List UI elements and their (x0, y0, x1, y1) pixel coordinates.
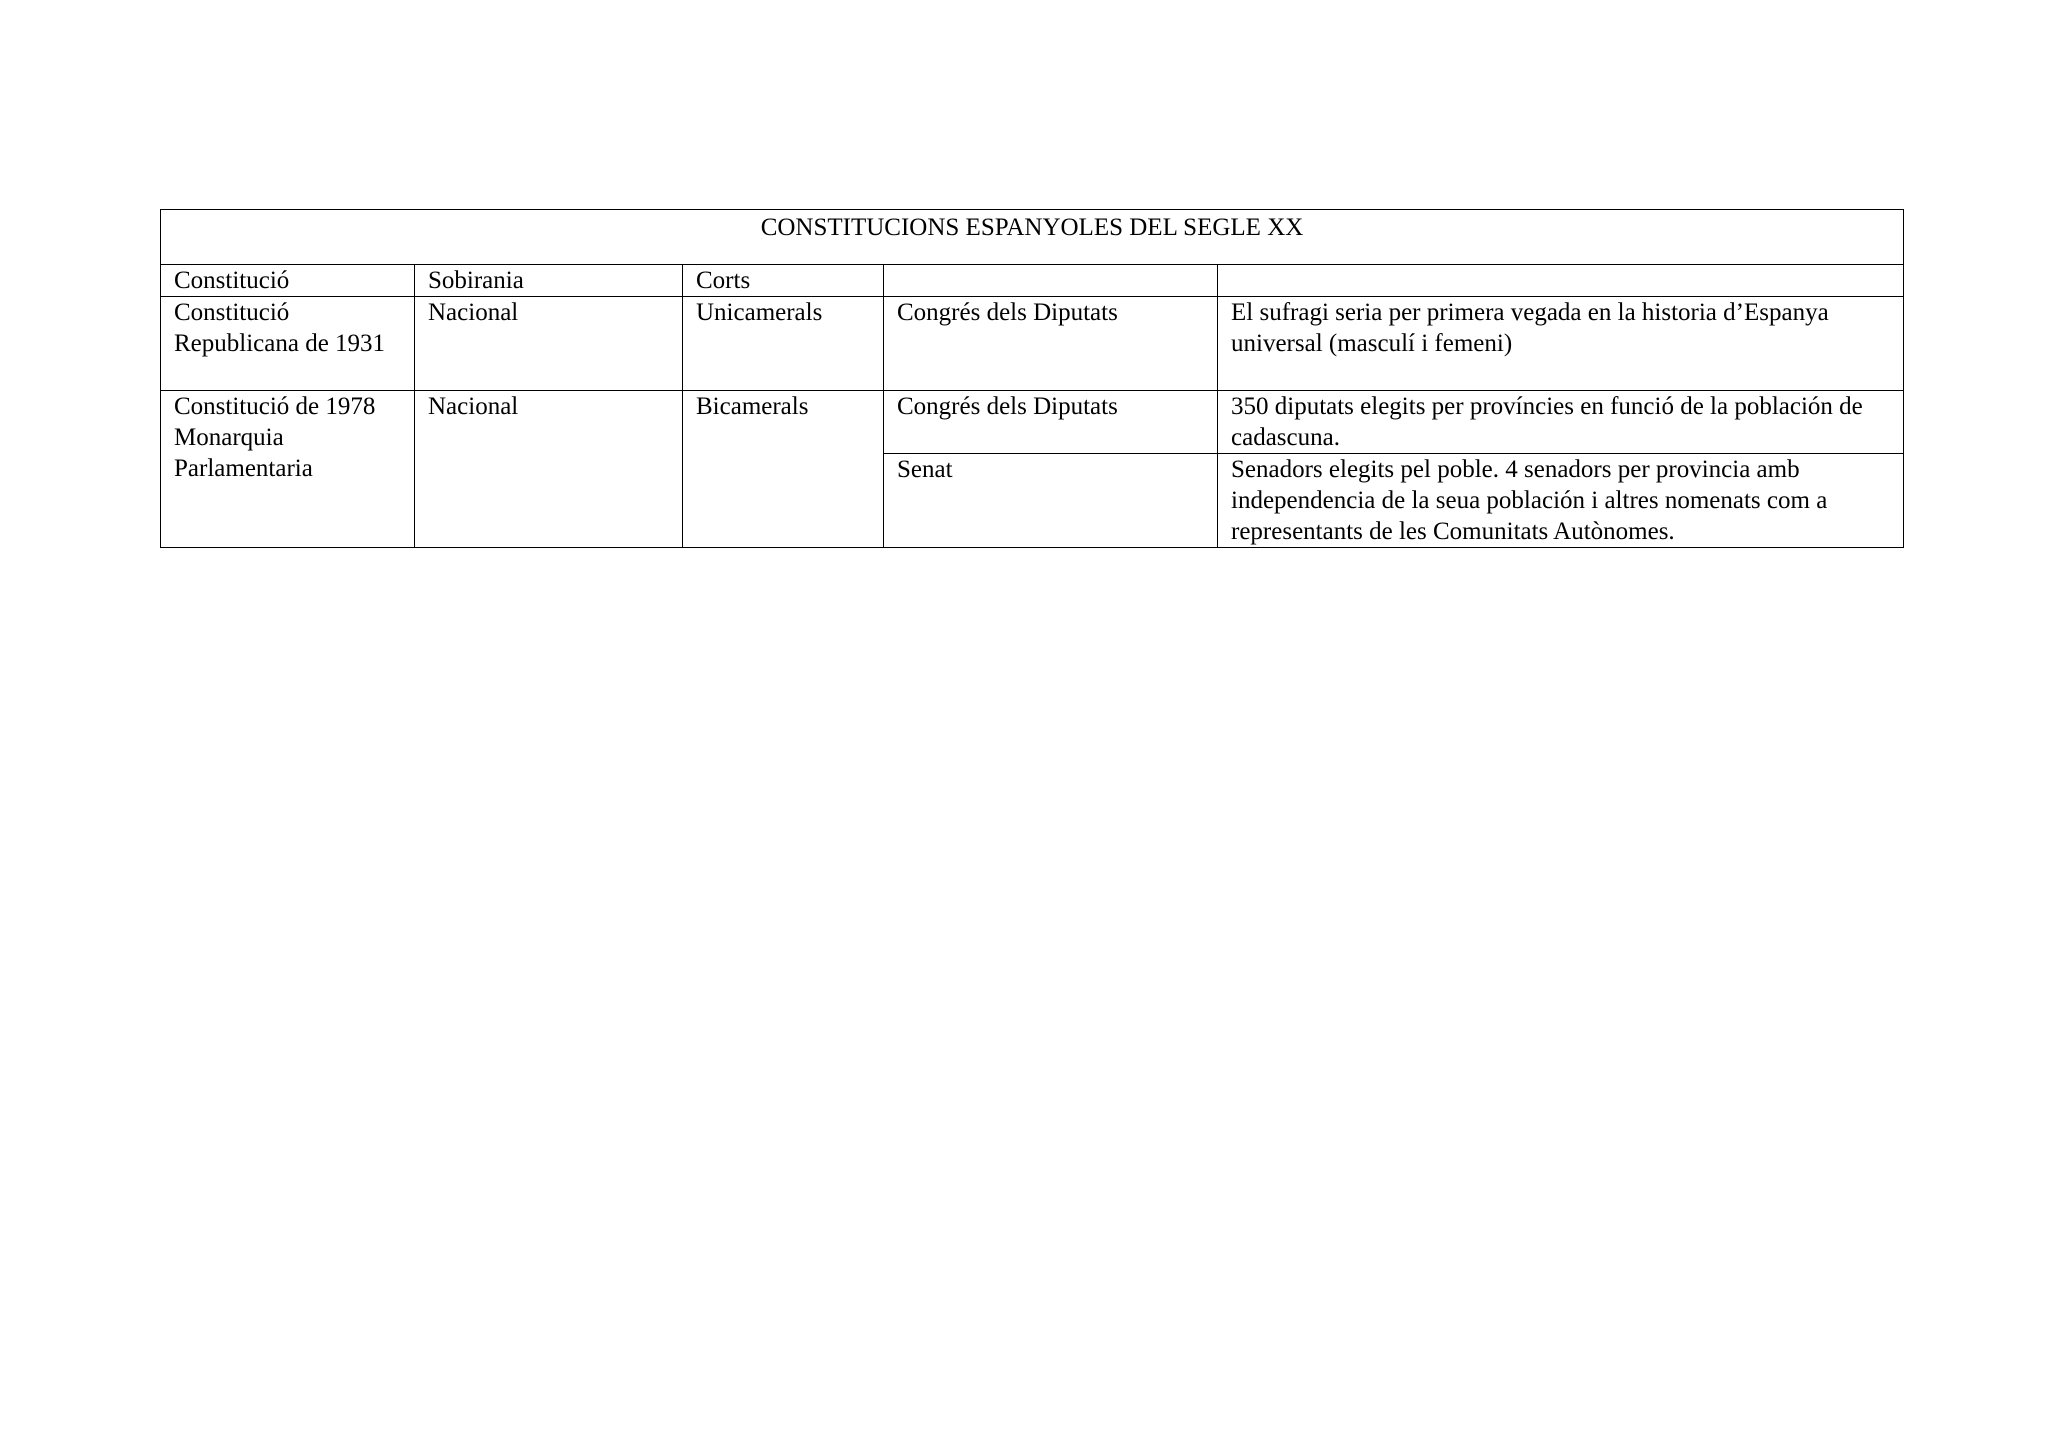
cell-sobirania: Nacional (415, 391, 683, 548)
cell-description: Senadors elegits pel poble. 4 senadors per provincia amb independencia de la seua población i altres nomenats com a representants de les Comunitats Autònomes. (1218, 454, 1904, 548)
cell-corts: Bicamerals (683, 391, 884, 548)
table-header-row (161, 265, 1904, 297)
header-corts: Corts (683, 265, 884, 297)
cell-constitucio: Constitució Republicana de 1931 (161, 297, 415, 391)
table-title-row (161, 210, 1904, 265)
cell-chamber: Senat (884, 454, 1218, 548)
table-row (161, 391, 1904, 454)
cell-description: 350 diputats elegits per províncies en funció de la población de cadascuna. (1218, 391, 1904, 454)
constitutions-table (160, 209, 1904, 548)
header-description (1218, 265, 1904, 297)
header-sobirania: Sobirania (415, 265, 683, 297)
header-chamber (884, 265, 1218, 297)
cell-sobirania: Nacional (415, 297, 683, 391)
cell-constitucio: Constitució de 1978 Monarquia Parlamentaria (161, 391, 415, 548)
cell-chamber: Congrés dels Diputats (884, 297, 1218, 391)
header-constitucio: Constitució (161, 265, 415, 297)
cell-corts: Unicamerals (683, 297, 884, 391)
cell-description: El sufragi seria per primera vegada en la historia d’Espanya universal (masculí i femeni) (1218, 297, 1904, 391)
table-title: CONSTITUCIONS ESPANYOLES DEL SEGLE XX (161, 210, 1904, 265)
cell-chamber: Congrés dels Diputats (884, 391, 1218, 454)
table-row (161, 297, 1904, 391)
